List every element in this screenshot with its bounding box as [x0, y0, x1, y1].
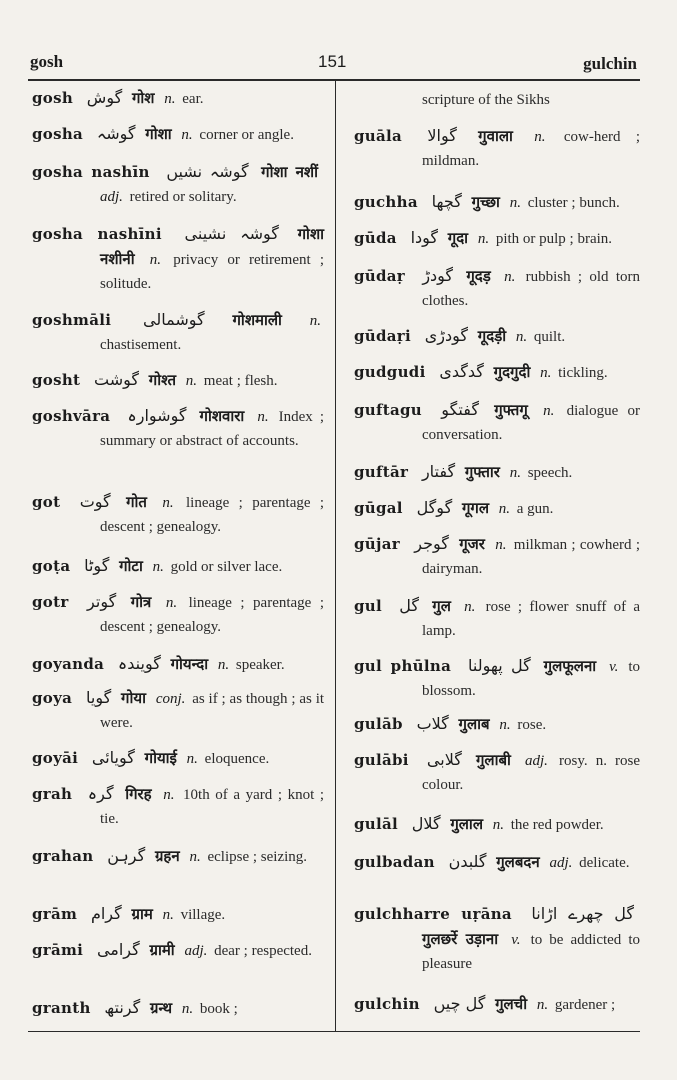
- entry-gloss: eclipse ; seizing.: [207, 849, 308, 865]
- entry-hindi: गुफ्तगू: [494, 401, 528, 419]
- entry-headword: gul phūlna: [354, 657, 452, 675]
- entry-hindi: गोत: [126, 493, 147, 511]
- entry-part-of-speech: n.: [509, 465, 521, 481]
- entry-gloss: 10th of a yard ; knot ; tie.: [100, 787, 324, 827]
- entry-part-of-speech: n.: [309, 313, 321, 329]
- entry-gloss: cluster ; bunch.: [527, 195, 620, 211]
- entry-gloss: to blossom.: [422, 659, 640, 699]
- entry-urdu: گویا: [85, 688, 112, 707]
- entry-urdu: گوگل: [416, 498, 453, 517]
- entry-headword: guftār: [354, 463, 409, 481]
- entry-hindi: गुल: [432, 597, 451, 615]
- entry-headword: gūdaṛ: [354, 267, 406, 285]
- entry-gloss: privacy or retirement ; solitude.: [100, 252, 324, 292]
- entry-headword: grah: [32, 785, 73, 803]
- dictionary-entry: [354, 992, 640, 1017]
- entry-headword: goyanda: [32, 655, 105, 673]
- dictionary-entry: [32, 308, 324, 357]
- entry-headword: gulbadan: [354, 853, 435, 871]
- dictionary-entry: [354, 124, 640, 173]
- entry-part-of-speech: n.: [185, 373, 198, 389]
- entry-urdu: گویائی: [91, 748, 135, 767]
- entry-headword: granth: [32, 999, 91, 1017]
- dictionary-entry: [32, 652, 324, 677]
- entry-hindi: गोटा: [119, 557, 143, 575]
- entry-part-of-speech: n.: [181, 1001, 194, 1017]
- entry-gloss: dialogue or conversation.: [422, 403, 641, 443]
- entry-hindi: गूदड़: [466, 267, 491, 285]
- entry-part-of-speech: adj.: [100, 189, 123, 205]
- entry-urdu: گل پھولنا: [468, 656, 531, 675]
- entry-hindi: गुलची: [495, 995, 528, 1013]
- entry-part-of-speech: n.: [163, 787, 175, 803]
- dictionary-entry: [354, 360, 640, 385]
- dictionary-entry: [32, 86, 324, 111]
- dictionary-entry: [354, 654, 640, 703]
- entry-urdu: گوٹا: [84, 556, 110, 575]
- entry-gloss: chastisement.: [100, 337, 182, 353]
- entry-headword: grahan: [32, 847, 94, 865]
- entry-part-of-speech: adj.: [525, 753, 548, 769]
- entry-urdu: گفتار: [421, 462, 456, 481]
- entry-gloss: as if ; as though ; as it were.: [100, 691, 325, 731]
- dictionary-entry: [354, 532, 640, 581]
- entry-part-of-speech: n.: [515, 329, 528, 345]
- entry-urdu: گلال: [411, 814, 441, 833]
- left-running-headword: gosh: [30, 52, 64, 71]
- entry-gloss: lineage ; parentage ; descent ; genealogy.: [100, 595, 325, 635]
- entry-part-of-speech: n.: [464, 599, 476, 615]
- dictionary-entry: [354, 812, 640, 837]
- entry-gloss: speaker.: [235, 657, 285, 673]
- entry-part-of-speech: n.: [536, 997, 549, 1013]
- entry-headword: grāmi: [32, 941, 84, 959]
- dictionary-entry: [32, 902, 324, 927]
- entry-gloss: cow-herd ; mildman.: [422, 129, 640, 169]
- dictionary-entry: [354, 460, 640, 485]
- entry-headword: goṭa: [32, 557, 71, 575]
- entry-urdu: گل چیں: [433, 994, 486, 1013]
- entry-gloss: meat ; flesh.: [203, 373, 278, 389]
- entry-gloss: eloquence.: [204, 751, 270, 767]
- entry-urdu: گوشہ نشیں: [166, 162, 249, 181]
- right-running-headword: gulchin: [583, 54, 637, 73]
- entry-part-of-speech: n.: [217, 657, 230, 673]
- entry-part-of-speech: adj.: [184, 943, 208, 959]
- entry-gloss: milkman ; cowherd ; dairyman.: [422, 537, 641, 577]
- entry-urdu: گرامی: [96, 940, 140, 959]
- entry-urdu: گرام: [90, 904, 122, 923]
- dictionary-entry: [32, 404, 324, 453]
- dictionary-entry: [354, 398, 640, 447]
- entry-headword: gūjar: [354, 535, 400, 553]
- entry-headword: gūdaṛi: [354, 327, 412, 345]
- entry-headword: gotr: [32, 593, 69, 611]
- entry-headword: gulchin: [354, 995, 420, 1013]
- entry-gloss: Index ; summary or abstract of accounts.: [100, 409, 325, 449]
- entry-headword: gūgal: [354, 499, 403, 517]
- dictionary-entry: [354, 226, 640, 251]
- entry-hindi: गुलफूलना: [543, 657, 597, 675]
- entry-urdu: گلاب: [416, 714, 449, 733]
- entry-urdu: گرہ: [87, 784, 114, 803]
- dictionary-entry: [32, 686, 324, 735]
- dictionary-entry: [32, 782, 324, 831]
- continued-gloss: scripture of the Sikhs: [422, 92, 550, 108]
- entry-part-of-speech: n.: [534, 129, 546, 145]
- entry-gloss: quilt.: [533, 329, 566, 345]
- entry-part-of-speech: n.: [495, 537, 507, 553]
- entry-part-of-speech: n.: [149, 252, 162, 268]
- entry-part-of-speech: n.: [540, 365, 552, 381]
- entry-headword: guchha: [354, 193, 418, 211]
- entry-part-of-speech: n.: [498, 501, 510, 517]
- entry-hindi: गुलबदन: [496, 853, 540, 871]
- dictionary-entry: [32, 844, 324, 869]
- entry-gloss: rose ; flower snuff of a lamp.: [422, 599, 641, 639]
- dictionary-entry: [32, 554, 324, 579]
- entry-part-of-speech: n.: [165, 595, 178, 611]
- entry-urdu: گلابی: [426, 750, 462, 769]
- entry-part-of-speech: v.: [511, 932, 521, 948]
- dictionary-entry: [354, 850, 640, 875]
- dictionary-entry: [32, 368, 324, 393]
- entry-hindi: गुलाबी: [475, 751, 511, 769]
- dictionary-entry: [32, 122, 324, 147]
- entry-urdu: گوشمالی: [143, 310, 205, 329]
- column-divider: [335, 80, 336, 1032]
- entry-urdu: گچھا: [431, 192, 462, 211]
- entry-gloss: the red powder.: [510, 817, 604, 833]
- entry-part-of-speech: n.: [186, 751, 198, 767]
- entry-headword: gosha nashīni: [32, 225, 162, 243]
- entry-hindi: गुफ्तार: [464, 463, 500, 481]
- entry-hindi: गुच्छा: [471, 193, 500, 211]
- entry-hindi: ग्रामी: [149, 941, 175, 959]
- entry-hindi: गुलछर्रे उड़ाना: [422, 930, 499, 948]
- dictionary-entry: [32, 938, 324, 963]
- entry-urdu: گل چھرے اڑانا: [531, 904, 635, 923]
- entry-gloss: village.: [180, 907, 226, 923]
- entry-hindi: गुलाल: [450, 815, 483, 833]
- entry-hindi: गोयन्दा: [170, 655, 209, 673]
- page-number: 151: [318, 52, 347, 71]
- entry-gloss: pith or pulp ; brain.: [495, 231, 613, 247]
- dictionary-entry: [32, 160, 324, 209]
- dictionary-entry: [354, 324, 640, 349]
- entry-headword: goya: [32, 689, 73, 707]
- dictionary-entry: [32, 996, 324, 1021]
- entry-urdu: گوالا: [427, 126, 457, 145]
- dictionary-entry: [32, 590, 324, 639]
- dictionary-entry: [354, 748, 640, 797]
- entry-headword: gulchharre uṛāna: [354, 905, 512, 923]
- entry-urdu: گوشہ نشینی: [184, 224, 279, 243]
- entry-gloss: ear.: [182, 91, 204, 107]
- dictionary-entry: [354, 496, 640, 521]
- entry-hindi: गोया: [121, 689, 146, 707]
- entry-gloss: a gun.: [516, 501, 554, 517]
- entry-urdu: گوشوارہ: [127, 406, 187, 425]
- dictionary-entry: [354, 594, 640, 643]
- entry-hindi: ग्रन्थ: [150, 999, 173, 1017]
- entry-urdu: گوش: [86, 88, 123, 107]
- entry-part-of-speech: conj.: [155, 691, 186, 707]
- entry-hindi: गोश: [131, 89, 155, 107]
- entry-urdu: گوشت: [94, 370, 140, 389]
- entry-part-of-speech: n.: [152, 559, 164, 575]
- entry-headword: gulāb: [354, 715, 403, 733]
- entry-gloss: rose.: [517, 717, 547, 733]
- page-header: [0, 50, 677, 76]
- entry-urdu: گودڑ: [422, 266, 454, 285]
- entry-urdu: گوت: [79, 492, 111, 511]
- entry-gloss: rubbish ; old torn clothes.: [422, 269, 641, 309]
- entry-headword: gūda: [354, 229, 397, 247]
- entry-hindi: गूदड़ी: [477, 327, 507, 345]
- entry-gloss: gardener ;: [554, 997, 616, 1013]
- entry-part-of-speech: n.: [492, 817, 504, 833]
- entry-urdu: گوشہ: [96, 124, 136, 143]
- entry-urdu: گوجر: [414, 534, 449, 553]
- dictionary-entry: [32, 222, 324, 296]
- entry-headword: gosh: [32, 89, 74, 107]
- entry-headword: goshvāra: [32, 407, 111, 425]
- entry-headword: guftagu: [354, 401, 422, 419]
- entry-hindi: गुवाला: [478, 127, 513, 145]
- entry-hindi: गोशवारा: [199, 407, 245, 425]
- entry-part-of-speech: n.: [164, 91, 176, 107]
- entry-headword: gul: [354, 597, 382, 615]
- entry-hindi: गोयाई: [144, 749, 177, 767]
- entry-headword: gosha: [32, 125, 84, 143]
- entry-hindi: गूदा: [447, 229, 469, 247]
- entry-hindi: गूगल: [461, 499, 489, 517]
- entry-hindi: गुदगुदी: [493, 363, 531, 381]
- dictionary-entry: [32, 746, 324, 771]
- entry-part-of-speech: n.: [257, 409, 269, 425]
- dictionary-entry: [354, 902, 640, 976]
- entry-part-of-speech: n.: [509, 195, 521, 211]
- entry-hindi: ग्रहन: [154, 847, 180, 865]
- entry-headword: goyāi: [32, 749, 79, 767]
- entry-hindi: गोशा नशीनी: [100, 225, 325, 268]
- entry-headword: gosha nashīn: [32, 163, 150, 181]
- entry-hindi: गोशा: [145, 125, 172, 143]
- entry-gloss: retired or solitary.: [129, 189, 237, 205]
- entry-part-of-speech: n.: [499, 717, 511, 733]
- entry-headword: gudgudi: [354, 363, 426, 381]
- entry-headword: gulāl: [354, 815, 399, 833]
- entry-part-of-speech: v.: [609, 659, 619, 675]
- entry-hindi: गोशमाली: [232, 311, 282, 329]
- entry-gloss: delicate.: [579, 855, 630, 871]
- entry-urdu: گویندہ: [117, 654, 161, 673]
- entry-part-of-speech: n.: [504, 269, 516, 285]
- entry-hindi: गोश्त: [148, 371, 177, 389]
- entry-urdu: گوتر: [87, 592, 117, 611]
- footer-rule: [28, 1031, 640, 1032]
- entry-gloss: corner or angle.: [199, 127, 294, 143]
- entry-part-of-speech: n.: [189, 849, 201, 865]
- entry-gloss: speech.: [527, 465, 573, 481]
- dictionary-entry: [354, 190, 640, 215]
- entry-gloss: rosy. n. rose colour.: [422, 753, 641, 793]
- entry-hindi: गुलाब: [458, 715, 490, 733]
- dictionary-entry: [354, 264, 640, 313]
- dictionary-entry: [354, 712, 640, 737]
- header-rule: [28, 79, 640, 81]
- entry-hindi: ग्राम: [131, 905, 153, 923]
- entry-urdu: گودڑی: [424, 326, 469, 345]
- entry-part-of-speech: n.: [477, 231, 490, 247]
- entry-hindi: गूजर: [459, 535, 485, 553]
- entry-part-of-speech: adj.: [549, 855, 573, 871]
- entry-headword: goshmāli: [32, 311, 112, 329]
- dictionary-entry: [32, 490, 324, 539]
- entry-gloss: tickling.: [558, 365, 608, 381]
- entry-hindi: गोत्र: [130, 593, 152, 611]
- entry-headword: gulābi: [354, 751, 409, 769]
- entry-headword: grām: [32, 905, 78, 923]
- entry-headword: guāla: [354, 127, 403, 145]
- entry-urdu: گلبدن: [448, 852, 487, 871]
- entry-part-of-speech: n.: [162, 907, 174, 923]
- entry-gloss: to be addicted to pleasure: [422, 932, 641, 972]
- entry-gloss: dear ; respected.: [214, 943, 312, 959]
- entry-hindi: गोशा नशीं: [261, 163, 318, 181]
- entry-headword: got: [32, 493, 61, 511]
- entry-gloss: lineage ; parentage ; descent ; genealogy.: [100, 495, 325, 535]
- entry-part-of-speech: n.: [162, 495, 174, 511]
- entry-part-of-speech: n.: [543, 403, 555, 419]
- entry-urdu: گودا: [410, 228, 439, 247]
- entry-part-of-speech: n.: [181, 127, 193, 143]
- entry-gloss: book ;: [199, 1001, 238, 1017]
- entry-headword: gosht: [32, 371, 81, 389]
- entry-urdu: گرنتھ: [104, 998, 141, 1017]
- entry-hindi: गिरह: [125, 785, 152, 803]
- entry-gloss: gold or silver lace.: [170, 559, 283, 575]
- entry-urdu: گرہن: [107, 846, 146, 865]
- entry-urdu: گدگدی: [439, 362, 484, 381]
- entry-urdu: گل: [399, 596, 419, 615]
- entry-urdu: گفتگو: [441, 400, 479, 419]
